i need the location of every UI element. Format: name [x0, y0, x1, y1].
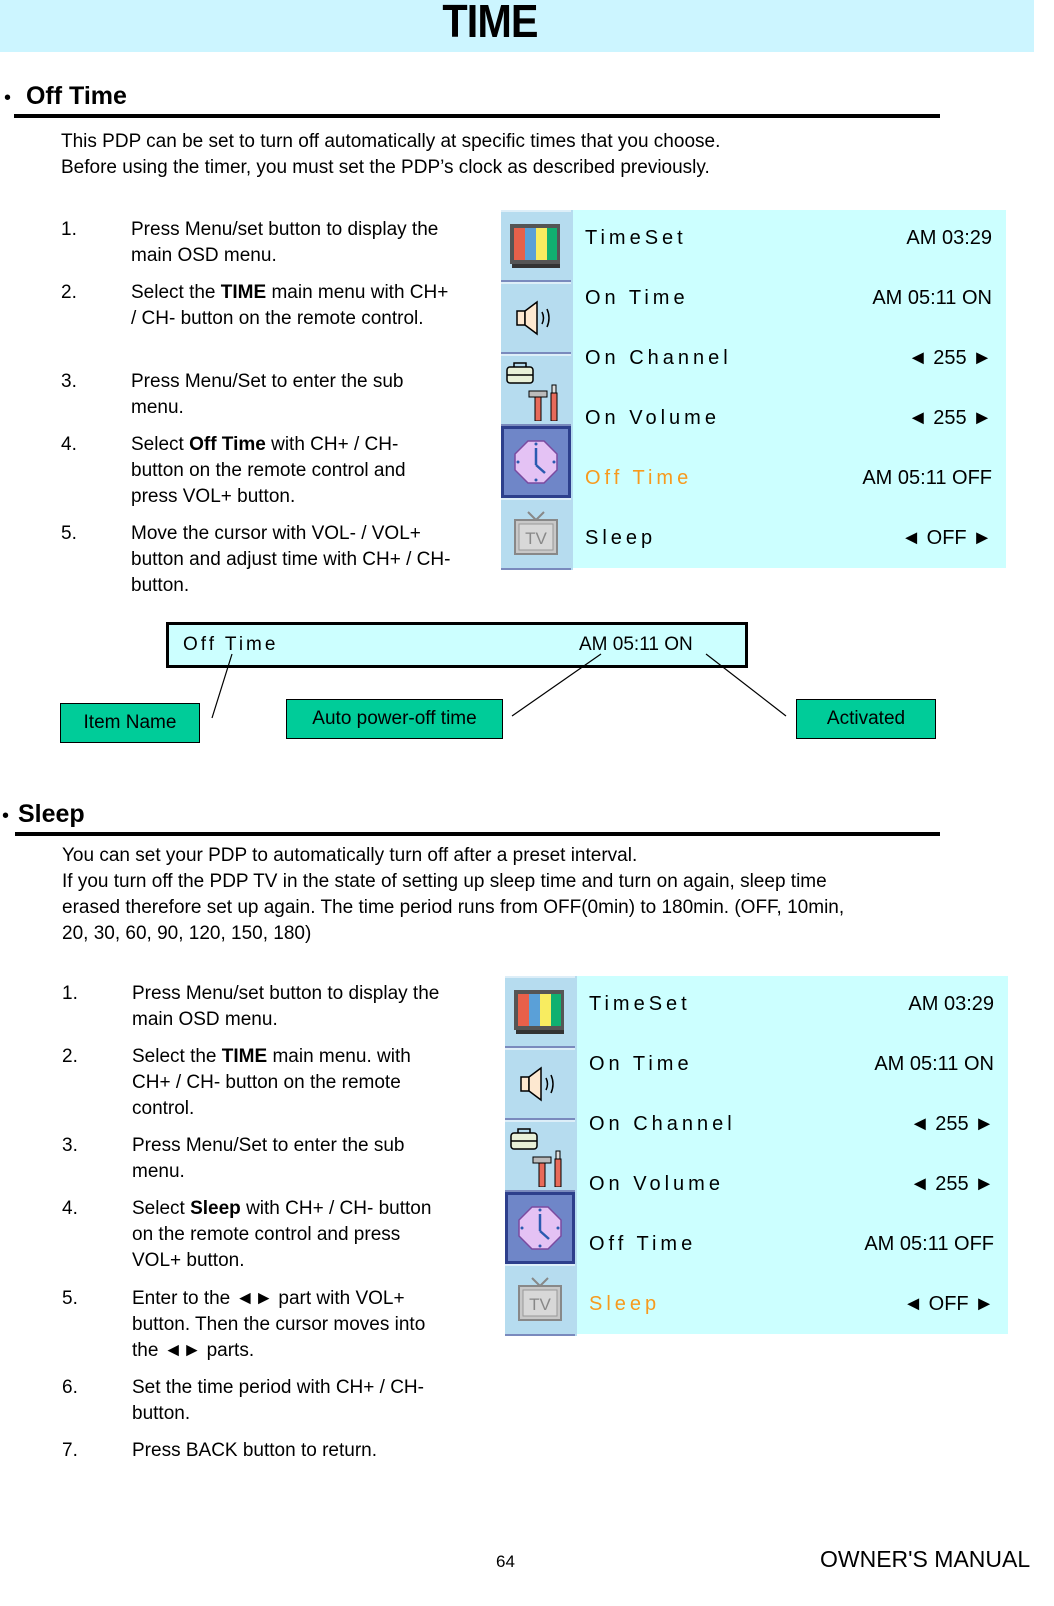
page-number: 64 — [496, 1552, 515, 1571]
osd-menu-tab[interactable] — [505, 1120, 575, 1192]
step-text-part: Set the time period with CH+ / CH- button. — [132, 1377, 424, 1424]
bullet: • — [4, 87, 12, 109]
osd-item-value: AM 05:11 OFF — [862, 467, 992, 489]
osd-item-label: Sleep — [589, 1293, 661, 1315]
color-bars-icon — [512, 988, 568, 1036]
step-text-part: Press Menu/set button to display the main OSD menu. — [131, 219, 439, 266]
intro-line: Before using the timer, you must set the PDP’s clock as described previously. — [61, 157, 710, 178]
osd-item-label: On Time — [585, 287, 689, 309]
osd-item-label: Off Time — [589, 1233, 697, 1255]
osd-menu-tab[interactable] — [505, 1048, 575, 1120]
osd-icon-sidebar — [505, 976, 577, 1336]
footer-label: OWNER'S MANUAL — [820, 1546, 1031, 1572]
osd-menu-item[interactable] — [589, 976, 994, 1036]
osd-item-value: ◄ OFF ► — [901, 527, 992, 549]
section-rule — [15, 832, 940, 836]
osd-item-value: ◄ OFF ► — [903, 1293, 994, 1315]
clock-icon — [516, 1204, 564, 1252]
heading-text: Off Time — [25, 82, 127, 110]
step-keyword: Sleep — [190, 1198, 241, 1219]
osd-item-label: On Channel — [585, 347, 732, 369]
osd-item-value: AM 05:11 OFF — [864, 1233, 994, 1255]
step-number: 5. — [61, 523, 77, 544]
toolbox-icon — [509, 1125, 571, 1187]
osd-item-value: ◄ 255 ► — [909, 1173, 994, 1195]
osd-item-value: ◄ 255 ► — [909, 1113, 994, 1135]
osd-item-value: AM 05:11 ON — [872, 287, 992, 309]
osd-settings-panel — [577, 976, 1008, 1334]
step-text-part: Move the cursor with VOL- / VOL+ button and adjust time with CH+ / CH- button. — [131, 523, 451, 596]
step-number: 1. — [61, 219, 77, 240]
step-text-part: with CH+ / CH- button on the remote control and press VOL+ button. — [132, 1198, 432, 1271]
step-keyword: Off Time — [189, 434, 266, 455]
intro-line: You can set your PDP to automatically turn off after a preset interval. — [62, 845, 638, 866]
osd-item-label: Sleep — [585, 527, 657, 549]
intro-line: 20, 30, 60, 90, 120, 150, 180) — [62, 923, 312, 944]
step-text-part: Select the — [132, 1046, 222, 1067]
osd-item-label: On Volume — [585, 407, 720, 429]
osd-menu-item[interactable] — [589, 1096, 994, 1156]
osd-menu-item[interactable] — [589, 1216, 994, 1276]
step-text — [132, 1286, 452, 1364]
section-heading-sleep — [2, 800, 85, 829]
bar-item-name: Off Time — [183, 634, 279, 655]
osd-item-value: AM 03:29 — [908, 993, 994, 1015]
step-text-part: Enter to the ◄► part with VOL+ button. Then the cursor moves into the ◄► parts. — [132, 1288, 426, 1361]
step-number: 2. — [61, 282, 77, 303]
step-number: 3. — [62, 1135, 78, 1156]
step-text-part: Select — [131, 434, 190, 455]
step-keyword: TIME — [220, 282, 267, 303]
osd-menu-tab[interactable] — [505, 976, 575, 1048]
osd-item-label: On Channel — [589, 1113, 736, 1135]
step-text — [132, 1196, 452, 1274]
callout-item-name: Item Name — [60, 703, 200, 743]
osd-item-label: Off Time — [585, 467, 693, 489]
step-text-part: Press BACK button to return. — [132, 1440, 378, 1461]
osd-menu-tab[interactable] — [505, 1192, 575, 1264]
intro-line: This PDP can be set to turn off automatically at specific times that you choose. — [61, 131, 721, 152]
step-number: 4. — [62, 1198, 78, 1219]
step-number: 5. — [62, 1288, 78, 1309]
osd-item-value: AM 05:11 ON — [874, 1053, 994, 1075]
tv-icon — [515, 1276, 565, 1324]
step-number: 1. — [62, 983, 78, 1004]
callout-activated: Activated — [796, 699, 936, 739]
step-text — [132, 981, 452, 1033]
callout-auto-power-off-time: Auto power-off time — [286, 699, 503, 739]
bullet: • — [2, 805, 10, 827]
step-keyword: TIME — [221, 1046, 268, 1067]
callout-leader-lines — [0, 0, 1054, 800]
step-text-part: main menu. with CH+ / CH- button on the remote control. — [132, 1046, 411, 1119]
intro-line: If you turn off the PDP TV in the state of setting up sleep time and turn on again, sleep time — [62, 871, 827, 892]
heading-text: Sleep — [17, 800, 85, 828]
intro-line: erased therefore set up again. The time period runs from OFF(0min) to 180min. (OFF, 10min, — [62, 897, 845, 918]
step-text-part: Press Menu/Set to enter the sub menu. — [131, 371, 404, 418]
step-text-part: Select — [132, 1198, 191, 1219]
step-text-part: Select the — [131, 282, 221, 303]
step-text — [132, 1044, 452, 1122]
step-number: 4. — [61, 434, 77, 455]
step-text-part: with CH+ / CH- button on the remote control and press VOL+ button. — [131, 434, 406, 507]
osd-menu-item[interactable] — [589, 1276, 994, 1336]
osd-item-label: TimeSet — [589, 993, 691, 1015]
sleep-intro — [62, 843, 844, 947]
svg-text:TV: TV — [529, 1295, 551, 1314]
step-text-part: main menu with CH+ / CH- button on the remote control. — [131, 282, 449, 329]
speaker-icon — [515, 1064, 565, 1104]
step-text — [132, 1133, 452, 1185]
step-number: 7. — [62, 1440, 78, 1461]
svg-text:TV: TV — [525, 529, 547, 548]
step-number: 6. — [62, 1377, 78, 1398]
step-text-part: Press Menu/set button to display the main OSD menu. — [132, 983, 440, 1030]
osd-menu-item[interactable] — [589, 1036, 994, 1096]
osd-item-label: On Volume — [589, 1173, 724, 1195]
osd-item-label: On Time — [589, 1053, 693, 1075]
step-number: 3. — [61, 371, 77, 392]
page-title: TIME — [442, 0, 538, 47]
step-number: 2. — [62, 1046, 78, 1067]
osd-item-label: TimeSet — [585, 227, 687, 249]
step-text — [132, 1375, 452, 1427]
osd-menu-item[interactable] — [589, 1156, 994, 1216]
osd-item-value: ◄ 255 ► — [907, 347, 992, 369]
bar-value: AM 05:11 ON — [579, 634, 693, 655]
step-text — [132, 1438, 452, 1464]
step-text-part: Press Menu/Set to enter the sub menu. — [132, 1135, 405, 1182]
osd-item-value: ◄ 255 ► — [907, 407, 992, 429]
osd-item-value: AM 03:29 — [906, 227, 992, 249]
osd-menu-tab[interactable] — [505, 1264, 575, 1336]
